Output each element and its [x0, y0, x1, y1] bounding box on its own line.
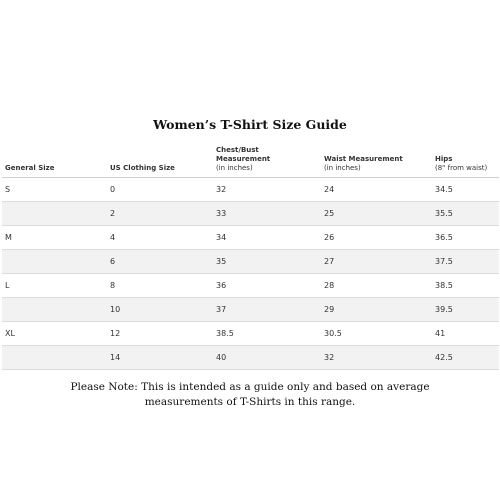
cell-hips: 36.5 [435, 233, 453, 242]
disclaimer-note: Please Note: This is intended as a guide only and based on average measurements of T-Shirts in this range. [70, 381, 430, 408]
cell-us-size: 6 [110, 257, 116, 266]
cell-chest: 35 [216, 257, 227, 266]
cell-chest: 37 [216, 305, 227, 314]
table-row [2, 346, 499, 370]
cell-hips: 34.5 [435, 185, 453, 194]
cell-us-size: 0 [110, 185, 116, 194]
cell-general-size: M [5, 233, 12, 242]
header-label: Waist Measurement [324, 155, 403, 163]
header-sub: (8" from waist) [435, 164, 488, 172]
header-sub: (in inches) [216, 164, 253, 172]
header-label: Chest/Bust Measurement [216, 146, 271, 163]
table-row [2, 274, 499, 298]
header-waist [324, 155, 403, 173]
cell-chest: 40 [216, 353, 227, 362]
header-us-clothing-size [110, 164, 175, 173]
table-row [2, 226, 499, 250]
cell-us-size: 12 [110, 329, 121, 338]
header-label: General Size [5, 164, 55, 172]
header-chest-bust [216, 146, 286, 173]
cell-general-size: L [5, 281, 10, 290]
cell-hips: 39.5 [435, 305, 453, 314]
cell-waist: 30.5 [324, 329, 342, 338]
header-hips [435, 155, 487, 173]
cell-hips: 38.5 [435, 281, 453, 290]
cell-us-size: 2 [110, 209, 116, 218]
cell-waist: 29 [324, 305, 335, 314]
header-label: Hips [435, 155, 453, 163]
cell-waist: 27 [324, 257, 335, 266]
cell-hips: 35.5 [435, 209, 453, 218]
header-label: US Clothing Size [110, 164, 175, 172]
cell-chest: 38.5 [216, 329, 234, 338]
cell-us-size: 4 [110, 233, 116, 242]
cell-us-size: 10 [110, 305, 121, 314]
cell-hips: 37.5 [435, 257, 453, 266]
table-row [2, 298, 499, 322]
cell-us-size: 14 [110, 353, 121, 362]
cell-hips: 41 [435, 329, 446, 338]
cell-waist: 26 [324, 233, 335, 242]
cell-chest: 33 [216, 209, 227, 218]
cell-chest: 36 [216, 281, 227, 290]
cell-chest: 32 [216, 185, 227, 194]
cell-general-size: XL [5, 329, 15, 338]
table-row [2, 178, 499, 202]
cell-general-size: S [5, 185, 11, 194]
cell-waist: 32 [324, 353, 335, 362]
table-row [2, 322, 499, 346]
cell-waist: 25 [324, 209, 335, 218]
cell-hips: 42.5 [435, 353, 453, 362]
cell-waist: 28 [324, 281, 335, 290]
cell-us-size: 8 [110, 281, 116, 290]
size-guide-table [2, 140, 499, 370]
cell-waist: 24 [324, 185, 335, 194]
header-sub: (in inches) [324, 164, 361, 172]
header-general-size [5, 164, 55, 173]
page-title: Women’s T-Shirt Size Guide [153, 117, 347, 132]
table-row [2, 202, 499, 226]
cell-chest: 34 [216, 233, 227, 242]
table-row [2, 250, 499, 274]
table-header [2, 140, 499, 178]
